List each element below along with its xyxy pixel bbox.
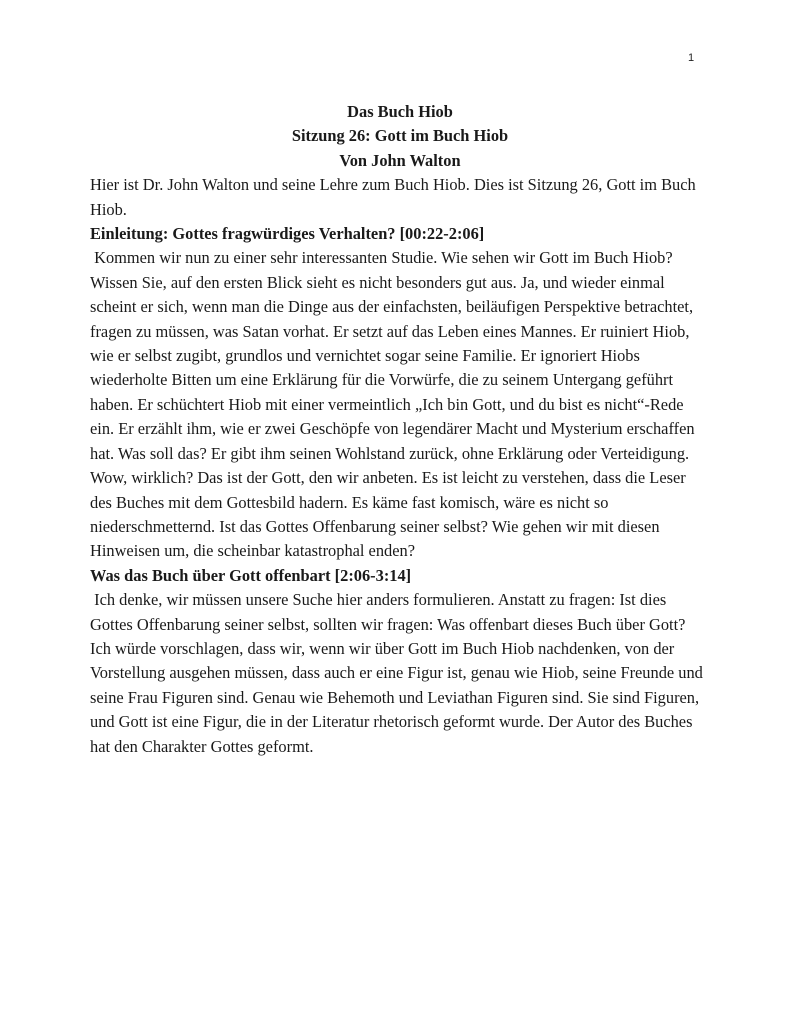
section-paragraph-introduction xyxy=(90,246,710,563)
section-paragraph-revelation xyxy=(90,588,710,759)
intro-paragraph: Hier ist Dr. John Walton und seine Lehre zum Buch Hiob. Dies ist Sitzung 26, Gott im Buch Hiob. xyxy=(90,175,696,219)
section-text-revelation: Ich denke, wir müssen unsere Suche hier anders formulieren. Anstatt zu fragen: Ist dies Gottes Offenbarung seiner selbst, sollten wir fragen: Was offenbart dieses Buch über Gott? Ich würde vorschlagen, dass wir, wenn wir über Gott im Buch Hiob nachdenken, von der Vorstellung ausgehen müssen, dass auch er eine Figur ist, genau wie Hiob, seine Freunde und seine Frau Figuren sind. Genau wie Behemoth und Leviathan Figuren sind. Sie sind Figuren, und Gott ist eine Figur, die in der Literatur rhetorisch geformt wurde. Der Autor des Buches hat den Charakter Gottes geformt. xyxy=(90,590,703,756)
document-body xyxy=(90,100,710,759)
page-number: 1 xyxy=(688,52,695,64)
author-line: Von John Walton xyxy=(339,150,461,170)
session-title: Sitzung 26: Gott im Buch Hiob xyxy=(291,126,509,146)
section-heading-introduction: Einleitung: Gottes fragwürdiges Verhalten? [00:22-2:06] xyxy=(90,224,485,244)
section-heading-revelation: Was das Buch über Gott offenbart [2:06-3:14] xyxy=(90,565,412,585)
document-title: Das Buch Hiob xyxy=(347,102,453,121)
section-text-introduction: Kommen wir nun zu einer sehr interessanten Studie. Wie sehen wir Gott im Buch Hiob? Wissen Sie, auf den ersten Blick sieht es nicht besonders gut aus. Ja, und wieder einmal scheint er sich, wenn man die Dinge aus der einfachsten, beiläufigen Perspektive betrachtet, fragen zu müssen, was Satan vorhat. Er setzt auf das Leben eines Mannes. Er ruiniert Hiob, wie er selbst zugibt, grundlos und vernichtet sogar seine Familie. Er ignoriert Hiobs wiederholte Bitten um eine Erklärung für die Vorwürfe, die zu seinem Untergang geführt haben. Er schüchtert Hiob mit einer vermeintlich „Ich bin Gott, und du bist es nicht“-Rede ein. Er erzählt ihm, wie er zwei Geschöpfe von legendärer Macht und Mysterium erschaffen hat. Was soll das? Er gibt ihm seinen Wohlstand zurück, ohne Erklärung oder Verteidigung. Wow, wirklich? Das ist der Gott, den wir anbeten. Es ist leicht zu verstehen, dass die Leser des Buches mit dem Gottesbild hadern. Es käme fast komisch, wäre es nicht so niederschmetternd. Ist das Gottes Offenbarung seiner selbst? Wie gehen wir mit diesen Hinweisen um, die scheinbar katastrophal enden? xyxy=(90,248,695,561)
